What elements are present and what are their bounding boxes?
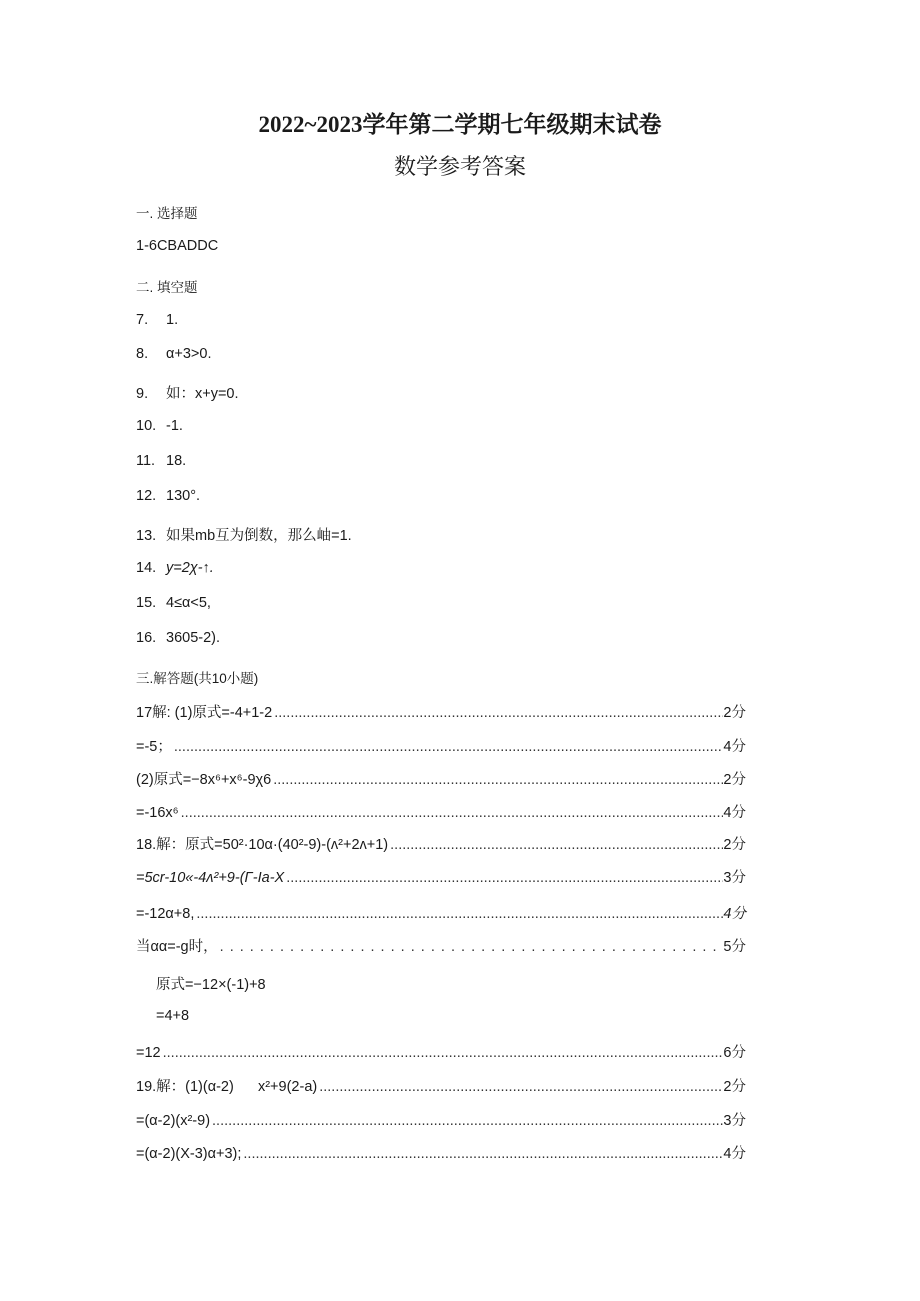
- solution-line: [136, 701, 746, 722]
- solution-line: 原式=−12×(-1)+8: [156, 977, 266, 993]
- fill-item: [136, 595, 211, 611]
- fill-item: [136, 346, 211, 362]
- item-answer: y=2χ-↑.: [166, 560, 214, 576]
- fill-item: [136, 418, 183, 434]
- solution-line: =4+8: [156, 1008, 190, 1024]
- score: 4分: [723, 805, 746, 821]
- score: 3分: [723, 870, 746, 886]
- leader-dots: [218, 939, 724, 955]
- solution-line: [136, 735, 746, 756]
- section-heading-solve: 三.解答题(共10小题): [136, 671, 259, 686]
- item-number: 16.: [136, 630, 157, 646]
- fill-item: [136, 524, 352, 545]
- leader-dots: [272, 705, 723, 721]
- item-number: 12.: [136, 488, 157, 504]
- item-answer: 3605-2).: [166, 630, 221, 646]
- leader-dots: [241, 1146, 723, 1162]
- page-title: 2022~2023学年第二学期七年级期末试卷: [258, 112, 662, 137]
- fill-item: [136, 453, 186, 469]
- solution-line: [136, 935, 746, 956]
- leader-dots: [388, 837, 723, 853]
- score: 4分: [723, 906, 746, 922]
- item-number: 9.: [136, 386, 149, 402]
- leader-dots: [194, 906, 723, 922]
- item-number: 8.: [136, 346, 149, 362]
- solution-line: [136, 1041, 746, 1062]
- solution-text: =5cr-10«-4ʌ²+9-(Γ-Ia-X: [136, 870, 285, 886]
- item-answer: 130°.: [166, 488, 201, 504]
- item-answer: α+3>0.: [166, 346, 212, 362]
- item-answer: 18.: [166, 453, 187, 469]
- solution-line: [136, 902, 746, 923]
- solution-line: [136, 833, 746, 854]
- fill-item: [136, 312, 178, 328]
- item-answer: 如：x+y=0.: [166, 386, 239, 402]
- page-subtitle: 数学参考答案: [393, 154, 526, 179]
- solution-text: 17解: (1)原式=-4+1-2: [136, 705, 273, 721]
- section-heading-choice: 一. 选择题: [136, 206, 198, 221]
- leader-dots: [284, 870, 723, 886]
- item-answer: -1.: [166, 418, 183, 434]
- fill-item: [136, 382, 239, 403]
- solution-line: [136, 1142, 746, 1163]
- score: 4分: [723, 1146, 746, 1162]
- leader-dots: [317, 1079, 723, 1095]
- score: 2分: [723, 772, 746, 788]
- solution-line: [136, 1109, 746, 1130]
- score: 2分: [723, 837, 746, 853]
- solution-text: =-12α+8,: [136, 906, 195, 922]
- fill-item: [136, 630, 220, 646]
- solution-line: [136, 866, 746, 887]
- score: 3分: [723, 1113, 746, 1129]
- item-number: 10.: [136, 418, 157, 434]
- solution-text: =12: [136, 1045, 161, 1061]
- item-number: 7.: [136, 312, 149, 328]
- item-number: 15.: [136, 595, 157, 611]
- fill-item: [136, 488, 200, 504]
- score: 4分: [723, 739, 746, 755]
- score: 2分: [723, 705, 746, 721]
- item-answer: 1.: [166, 312, 179, 328]
- score: 5分: [723, 939, 746, 955]
- solution-text: 18.解：原式=50²·10α·(40²-9)-(ʌ²+2ʌ+1): [136, 837, 389, 853]
- item-number: 14.: [136, 560, 157, 576]
- item-number: 13.: [136, 528, 157, 544]
- score: 2分: [723, 1079, 746, 1095]
- solution-text: =-5；: [136, 739, 172, 755]
- leader-dots: [271, 772, 723, 788]
- solution-text: =-16x⁶: [136, 805, 179, 821]
- solution-text: =(α-2)(X-3)α+3);: [136, 1146, 242, 1162]
- leader-dots: [210, 1113, 723, 1129]
- solution-text: 当αα=-g时，: [136, 939, 218, 955]
- fill-item: [136, 560, 214, 576]
- solution-text: 19.解：(1)(α-2) x²+9(2-a): [136, 1079, 318, 1095]
- solution-line: [136, 768, 746, 789]
- leader-dots: [179, 805, 724, 821]
- leader-dots: [161, 1045, 724, 1061]
- solution-text: =(α-2)(x²-9): [136, 1113, 211, 1129]
- item-answer: 如果mb互为倒数，那么岫=1.: [166, 528, 352, 544]
- item-answer: 4≤α<5,: [166, 595, 211, 611]
- choice-answers: 1-6CBADDC: [136, 238, 219, 254]
- solution-line: [136, 801, 746, 822]
- item-number: 11.: [136, 453, 156, 469]
- solution-text: (2)原式=−8x⁶+x⁶-9χ6: [136, 772, 272, 788]
- leader-dots: [172, 739, 724, 755]
- section-heading-fill: 二. 填空题: [136, 280, 198, 295]
- score: 6分: [723, 1045, 746, 1061]
- solution-line: [136, 1075, 746, 1096]
